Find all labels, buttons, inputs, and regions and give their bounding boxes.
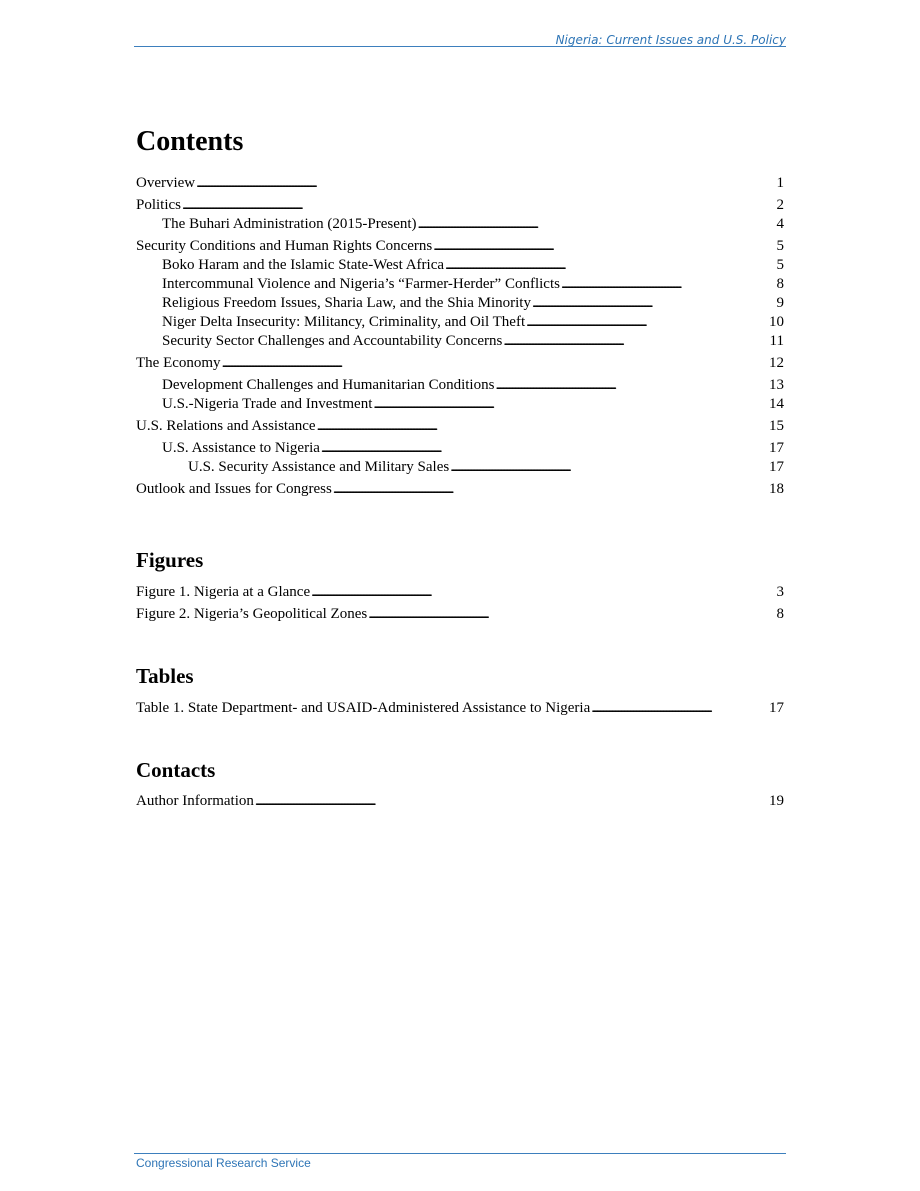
toc-entry[interactable]: The Buhari Administration (2015-Present) . . . 4: [136, 215, 784, 234]
toc-entry[interactable]: Boko Haram and the Islamic State-West Africa . . . 5: [136, 256, 784, 275]
contact-entry[interactable]: Author Information . . . 19: [136, 792, 784, 811]
toc-entry[interactable]: U.S. Relations and Assistance . . . 15: [136, 417, 784, 436]
header-rule: [134, 46, 786, 47]
figure-entry[interactable]: Figure 1. Nigeria at a Glance . . . 3: [136, 583, 784, 602]
footer-publisher: Congressional Research Service: [136, 1156, 311, 1170]
figure-entry[interactable]: Figure 2. Nigeria’s Geopolitical Zones . . . 8: [136, 605, 784, 624]
tables-list: [136, 699, 784, 718]
toc-entry[interactable]: Religious Freedom Issues, Sharia Law, and the Shia Minority . . . 9: [136, 294, 784, 313]
running-header: Nigeria: Current Issues and U.S. Policy: [555, 33, 786, 47]
contents-heading: Contents: [136, 126, 244, 157]
toc-entry[interactable]: Security Sector Challenges and Accountability Concerns . . . 11: [136, 332, 784, 351]
toc-entry[interactable]: Niger Delta Insecurity: Militancy, Criminality, and Oil Theft . . . 10: [136, 313, 784, 332]
toc-entry[interactable]: U.S. Assistance to Nigeria . . . 17: [136, 439, 784, 458]
contacts-list: [136, 792, 784, 811]
toc-entry[interactable]: Security Conditions and Human Rights Concerns . . . 5: [136, 237, 784, 256]
footer-rule: [134, 1153, 786, 1154]
toc-entry[interactable]: Outlook and Issues for Congress . . . 18: [136, 480, 784, 499]
tables-heading: Tables: [136, 664, 194, 688]
toc-entry[interactable]: Development Challenges and Humanitarian Conditions . . . 13: [136, 376, 784, 395]
contacts-heading: Contacts: [136, 758, 216, 782]
toc-entry[interactable]: U.S.-Nigeria Trade and Investment . . . 14: [136, 395, 784, 414]
contents-list: [136, 174, 784, 499]
toc-entry[interactable]: Intercommunal Violence and Nigeria’s “Farmer-Herder” Conflicts . . . 8: [136, 275, 784, 294]
table-entry[interactable]: Table 1. State Department- and USAID-Administered Assistance to Nigeria . . . 17: [136, 699, 784, 718]
figures-heading: Figures: [136, 548, 204, 572]
toc-entry[interactable]: U.S. Security Assistance and Military Sales . . . 17: [136, 458, 784, 477]
toc-entry[interactable]: Overview . . . 1: [136, 174, 784, 193]
figures-list: [136, 583, 784, 624]
toc-entry[interactable]: Politics . . . 2: [136, 196, 784, 215]
toc-entry[interactable]: The Economy . . . 12: [136, 354, 784, 373]
